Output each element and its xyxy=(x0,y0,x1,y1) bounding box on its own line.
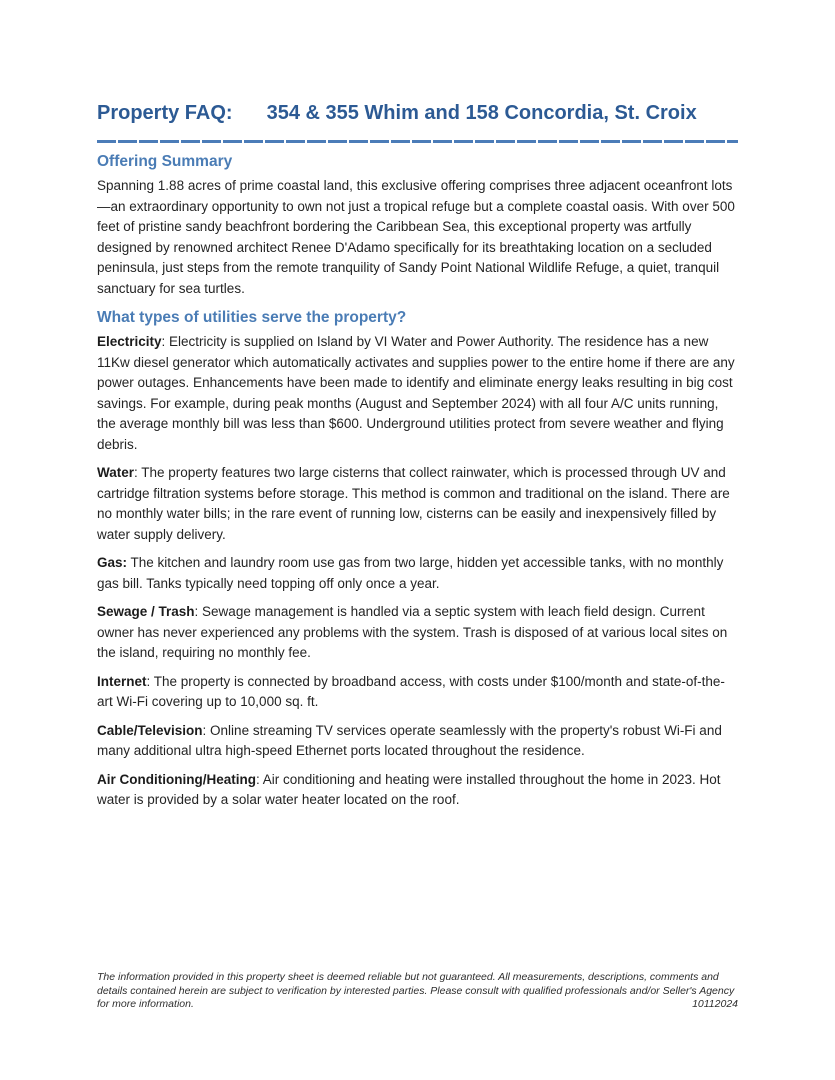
utility-term: Water xyxy=(97,465,135,480)
utility-text: : Online streaming TV services operate seamlessly with the property's robust Wi-Fi and many additional ultra high-speed Ethernet ports located throughout the residence. xyxy=(97,722,722,758)
offering-summary-paragraph: Spanning 1.88 acres of prime coastal land, this exclusive offering comprises three adjacent oceanfront lots—an extraordinary opportunity to own not just a tropical refuge but a complete coastal oasis. With over 500 feet of pristine sandy beachfront bordering the Caribbean Sea, this exceptional property was artfully designed by renowned architect Renee D'Adamo specifically for its breathtaking location on a secluded peninsula, just steps from the remote tranquility of Sandy Point National Wildlife Refuge, a quiet, tranquil sanctuary for sea turtles. xyxy=(97,178,735,296)
utility-term: Cable/Television xyxy=(97,722,203,738)
utility-item-sewage-trash xyxy=(97,602,738,664)
utility-text: The kitchen and laundry room use gas from two large, hidden yet accessible tanks, with no monthly gas bill. Tanks typically need topping off only once a year. xyxy=(97,555,724,591)
footer-disclaimer-block xyxy=(97,971,738,1012)
utility-term: Sewage / Trash xyxy=(97,604,195,619)
page-title xyxy=(97,100,738,126)
footer-date: 10112024 xyxy=(692,998,738,1010)
document-content xyxy=(97,100,738,819)
utility-text: : The property is connected by broadband access, with costs under $100/month and state-of-the-art Wi-Fi covering up to 10,000 sq. ft. xyxy=(97,673,725,709)
utility-text: : Sewage management is handled via a septic system with leach field design. Current owner has never experienced any problems with the system. Trash is disposed of at various local sites on the island, requiring no monthly fee. xyxy=(97,604,728,660)
utility-term: Air Conditioning/Heating xyxy=(97,771,256,787)
utility-term: Gas: xyxy=(97,555,128,570)
utility-text: : Electricity is supplied on Island by VI Water and Power Authority. The residence has a new 11Kw diesel generator which automatically activates and supplies power to the entire home if there are any power outages. Enhancements have been made to identify and eliminate energy leaks resulting in big cost savings. For example, during peak months (August and September 2024) with all four A/C units running, the average monthly bill was less than $600. Underground utilities protect from severe weather and flying debris. xyxy=(97,334,735,452)
utility-text: : Air conditioning and heating were installed throughout the home in 2023. Hot water is provided by a solar water heater located on the roof. xyxy=(97,771,721,807)
section-heading-offering-summary: Offering Summary xyxy=(97,153,233,170)
utility-item-cable-television xyxy=(97,721,738,762)
utility-item-internet xyxy=(97,672,738,713)
utility-item-gas xyxy=(97,553,738,594)
page-title-address: 354 & 355 Whim and 158 Concordia, St. Croix xyxy=(266,102,697,124)
utility-text: : The property features two large cisterns that collect rainwater, which is processed through UV and cartridge filtration systems before storage. This method is common and traditional on the island. There are no monthly water bills; in the rare event of running low, cisterns can be easily and inexpensively filled by water supply delivery. xyxy=(97,465,730,542)
utility-item-water xyxy=(97,463,738,545)
title-divider-rule xyxy=(97,140,738,143)
page-title-label: Property FAQ: xyxy=(97,102,233,124)
utility-item-electricity xyxy=(97,332,738,455)
utility-term: Electricity xyxy=(97,334,162,349)
utility-item-air-conditioning-heating xyxy=(97,770,738,811)
section-heading-utilities: What types of utilities serve the property? xyxy=(97,309,407,326)
footer-disclaimer-text: The information provided in this property sheet is deemed reliable but not guaranteed. All measurements, descriptions, comments and details contained herein are subject to verification by interested parties. Please consult with qualified professionals and/or Seller's Agency for more information. xyxy=(97,971,735,1010)
utility-term: Internet xyxy=(97,673,147,689)
